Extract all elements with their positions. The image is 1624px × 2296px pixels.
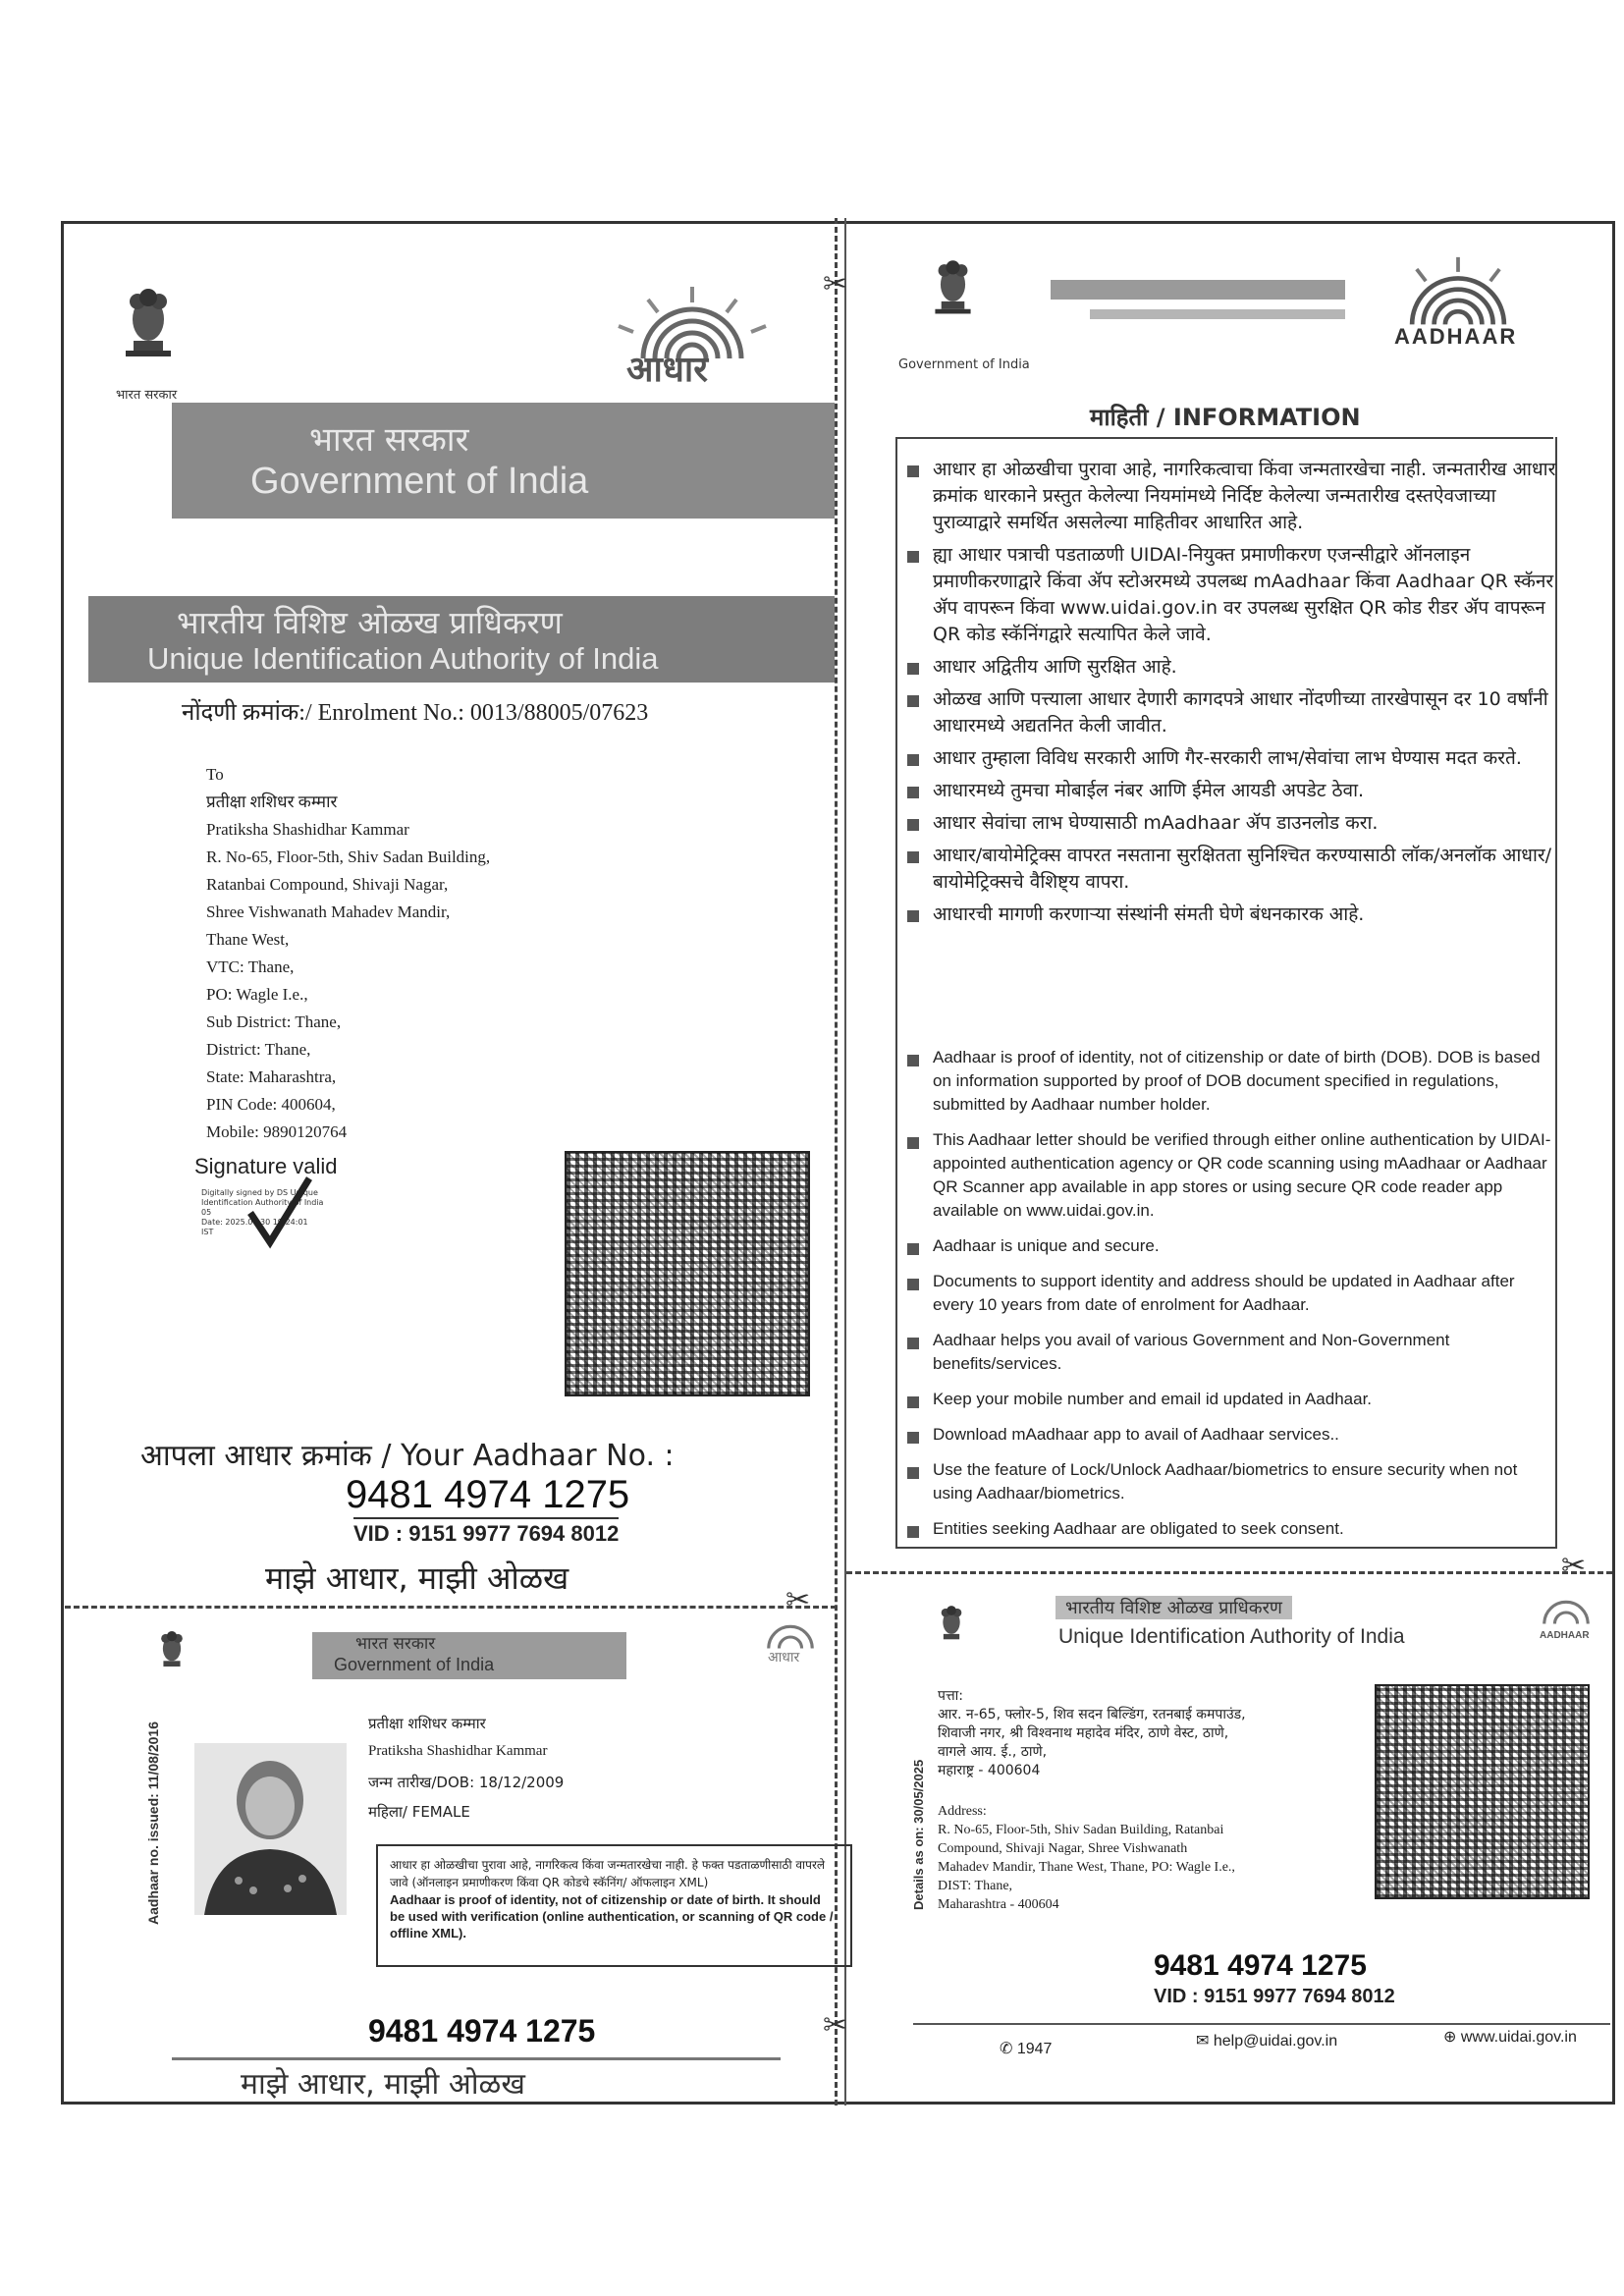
slogan: माझे आधार, माझी ओळख <box>265 1559 569 1597</box>
issued-date-vertical: Aadhaar no. issued: 11/08/2016 <box>145 1722 161 1925</box>
government-english: Government of India <box>250 461 589 502</box>
card-government-band <box>312 1632 626 1679</box>
details-date-vertical: Details as on: 30/05/2025 <box>911 1759 926 1910</box>
list-item: आधारमध्ये तुमचा मोबाईल नंबर आणि ईमेल आयडी अपडेट ठेवा. <box>903 778 1556 804</box>
mail-icon: ✉ <box>1196 2033 1210 2050</box>
address-line: प्रतीक्षा शशिधर कम्मार <box>206 793 338 811</box>
address-line: PIN Code: 400604, <box>206 1095 336 1114</box>
scissors-icon: ✂ <box>823 267 848 301</box>
back-uidai-marathi: भारतीय विशिष्ट ओळख प्राधिकरण <box>1056 1596 1292 1619</box>
checkmark-icon <box>245 1174 314 1256</box>
back-vid-number: VID : 9151 9977 7694 8012 <box>1154 1986 1395 2007</box>
card-name-english: Pratiksha Shashidhar Kammar <box>368 1743 548 1759</box>
card-aadhaar-number: 9481 4974 1275 <box>368 2013 596 2049</box>
scissors-icon: ✂ <box>1561 1549 1587 1583</box>
vertical-divider <box>844 218 846 2105</box>
card-note-box <box>376 1844 852 1967</box>
decorative-bar <box>1090 309 1345 319</box>
address-line: VTC: Thane, <box>206 957 295 976</box>
your-aadhaar-label: आपला आधार क्रमांक / Your Aadhaar No. : <box>140 1439 675 1473</box>
card-gender: महिला/ FEMALE <box>368 1803 470 1821</box>
back-qr-code <box>1375 1684 1590 1899</box>
marathi-info-list <box>903 457 1556 934</box>
address-line: To <box>206 765 224 784</box>
scissors-icon: ✂ <box>785 1583 811 1617</box>
note-marathi: आधार हा ओळखीचा पुरावा आहे, नागरिकत्व किंवा जन्मतारखेचा नाही. हे फक्त पडताळणीसाठी वापरले जावे (ऑनलाइन प्रमाणीकरण किंवा QR कोडचे स्कॅनिंग/ ऑफलाइन XML) <box>390 1858 826 1889</box>
back-footer-divider <box>913 2023 1610 2025</box>
list-item: आधार तुम्हाला विविध सरकारी आणि गैर-सरकारी लाभ/सेवांचा लाभ घेण्यास मदत करते. <box>903 745 1556 772</box>
aadhaar-logo-icon <box>1375 255 1542 329</box>
back-address-english: Address: R. No-65, Floor-5th, Shiv Sadan Building, Ratanbai Compound, Shivaji Nagar, Shree Vishwanath Mahadev Mandir, Thane West, Thane, PO: Wagle I.e., DIST: Thane, Maharashtra - 400604 <box>938 1804 1235 1912</box>
list-item: Aadhaar helps you avail of various Government and Non-Government benefits/services. <box>903 1329 1556 1376</box>
address-line: Sub District: Thane, <box>206 1012 342 1031</box>
list-item: Use the feature of Lock/Unlock Aadhaar/biometrics to ensure security when not using Aadhaar/biometrics. <box>903 1458 1556 1505</box>
aadhaar-logo-text: AADHAAR <box>1540 1630 1590 1641</box>
uidai-band <box>88 596 835 683</box>
helpline <box>1000 2039 1052 2058</box>
info-heading: माहिती / INFORMATION <box>1090 404 1361 431</box>
list-item: आधार अद्वितीय आणि सुरक्षित आहे. <box>903 654 1556 681</box>
uidai-english: Unique Identification Authority of India <box>147 641 659 676</box>
card-dob: जन्म तारीख/DOB: 18/12/2009 <box>368 1774 565 1791</box>
list-item: आधार/बायोमेट्रिक्स वापरत नसताना सुरक्षितता सुनिश्चित करण्यासाठी लॉक/अनलॉक आधार/बायोमेट्रिक्सचे वैशिष्ट्य वापरा. <box>903 843 1556 896</box>
address-line: R. No-65, Floor-5th, Shiv Sadan Building, <box>206 847 491 866</box>
address-line: Ratanbai Compound, Shivaji Nagar, <box>206 875 449 894</box>
card-divider <box>172 2057 781 2060</box>
list-item: आधार हा ओळखीचा पुरावा आहे, नागरिकत्वाचा किंवा जन्मतारखेचा नाही. जन्मतारीख आधार क्रमांक धारकाने प्रस्तुत केलेल्या नियमांमध्ये निर्दिष्ट केलेल्या जन्मतारीख दस्तऐवजाच्या पुराव्याद्वारे समर्थित असलेल्या माहितीवर आधारित आहे. <box>903 457 1556 536</box>
helpline-number: 1947 <box>1016 2041 1053 2057</box>
enrolment-number: नोंदणी क्रमांक:/ Enrolment No.: 0013/88005/07623 <box>182 700 649 726</box>
help-email-text: help@uidai.gov.in <box>1213 2033 1338 2050</box>
card-name-marathi: प्रतीक्षा शशिधर कम्मार <box>368 1715 486 1732</box>
list-item: Download mAadhaar app to avail of Aadhaar services.. <box>903 1423 1556 1447</box>
scissors-icon: ✂ <box>823 2008 848 2043</box>
address-line: Shree Vishwanath Mahadev Mandir, <box>206 902 451 921</box>
aadhaar-logo-text: आधार <box>768 1650 800 1666</box>
horizontal-cut-line-left <box>65 1606 837 1609</box>
list-item: ह्या आधार पत्राची पडताळणी UIDAI-नियुक्त प्रमाणीकरण एजन्सीद्वारे ऑनलाइन प्रमाणीकरणाद्वारे किंवा ॲप स्टोअरमध्ये उपलब्ध mAadhaar किंवा Aadhaar QR स्कॅनर ॲप वापरून किंवा www.uidai.gov.in वर उपलब्ध सुरक्षित QR कोड रीडर ॲप वापरून QR कोड स्कॅनिंगद्वारे सत्यापित केले जावे. <box>903 542 1556 648</box>
phone-icon: ✆ <box>1000 2041 1013 2057</box>
signature-status: Signature valid <box>194 1154 338 1178</box>
national-emblem-icon <box>933 1601 970 1652</box>
address-line: State: Maharashtra, <box>206 1067 337 1086</box>
aadhaar-logo-text: आधार <box>626 350 708 390</box>
list-item: Entities seeking Aadhaar are obligated to seek consent. <box>903 1517 1556 1541</box>
list-item: Keep your mobile number and email id updated in Aadhaar. <box>903 1388 1556 1411</box>
cardholder-photo <box>194 1743 347 1915</box>
aadhaar-number: 9481 4974 1275 <box>346 1473 630 1516</box>
vertical-cut-line <box>835 218 838 2105</box>
back-aadhaar-number: 9481 4974 1275 <box>1154 1949 1367 1982</box>
horizontal-cut-line-right <box>846 1571 1612 1574</box>
emblem-caption: भारत सरकार <box>116 388 178 403</box>
address-line: District: Thane, <box>206 1040 311 1059</box>
address-line: Mobile: 9890120764 <box>206 1122 348 1141</box>
uidai-marathi: भारतीय विशिष्ट ओळख प्राधिकरण <box>177 604 563 641</box>
decorative-bar <box>1051 280 1345 300</box>
address-line: PO: Wagle I.e., <box>206 985 308 1004</box>
website-text: www.uidai.gov.in <box>1460 2029 1577 2046</box>
qr-code <box>565 1151 810 1396</box>
address-line: Pratiksha Shashidhar Kammar <box>206 820 409 839</box>
address-line: Thane West, <box>206 930 290 949</box>
aadhaar-logo-icon <box>751 1615 830 1651</box>
vid-number: VID : 9151 9977 7694 8012 <box>353 1517 619 1547</box>
english-info-list <box>903 1046 1556 1553</box>
note-english: Aadhaar is proof of identity, not of citizenship or date of birth. It should be used with verification (online authentication, or scanning of QR code / offline XML). <box>390 1892 834 1941</box>
aadhaar-logo-icon <box>1527 1591 1605 1626</box>
list-item: Aadhaar is proof of identity, not of citizenship or date of birth (DOB). DOB is based on information supported by proof of DOB document specified in regulations, submitted by Aadhaar number holder. <box>903 1046 1556 1117</box>
list-item: Aadhaar is unique and secure. <box>903 1234 1556 1258</box>
list-item: This Aadhaar letter should be verified through either online authentication by UIDAI-appointed authentication agency or QR code scanning using mAadhaar or Aadhaar QR Scanner app available in app stores or using secure QR code reader app available on www.uidai.gov.in. <box>903 1128 1556 1223</box>
national-emblem-icon <box>114 280 183 373</box>
government-english: Government of India <box>334 1655 495 1674</box>
back-address-marathi: पत्ता: आर. न-65, फ्लोर-5, शिव सदन बिल्डिंग, रतनबाई कमपाउंड, शिवाजी नगर, श्री विश्वनाथ महादेव मंदिर, ठाणे वेस्ट, ठाणे, वागले आय. ई., ठाणे, महाराष्ट्र - 400604 <box>938 1688 1246 1778</box>
help-email <box>1196 2031 1337 2050</box>
back-uidai-english: Unique Identification Authority of India <box>1058 1625 1405 1648</box>
list-item: आधार सेवांचा लाभ घेण्यासाठी mAadhaar ॲप डाउनलोड करा. <box>903 810 1556 837</box>
card-slogan: माझे आधार, माझी ओळख <box>241 2067 525 2102</box>
list-item: Documents to support identity and address should be updated in Aadhaar after every 10 years from date of enrolment for Aadhaar. <box>903 1270 1556 1317</box>
government-hindi: भारत सरकार <box>355 1634 436 1654</box>
government-caption: Government of India <box>898 357 1030 372</box>
list-item: आधारची मागणी करणाऱ्या संस्थांनी संमती घेणे बंधनकारक आहे. <box>903 902 1556 928</box>
signature-details: Digitally signed by DS Unique Identification Authority of India 05 Date: 2025.06.30 19:24:01 IST <box>201 1188 324 1236</box>
government-hindi: भारत सरकार <box>309 420 469 460</box>
national-emblem-icon <box>926 253 980 327</box>
recipient-address <box>206 761 490 1146</box>
website <box>1443 2027 1577 2047</box>
national-emblem-icon <box>152 1625 191 1680</box>
aadhaar-logo-text: AADHAAR <box>1394 324 1518 349</box>
globe-icon: ⊕ <box>1443 2029 1457 2046</box>
government-band <box>172 403 835 519</box>
info-box-top <box>895 437 1553 439</box>
list-item: ओळख आणि पत्त्याला आधार देणारी कागदपत्रे आधार नोंदणीच्या तारखेपासून दर 10 वर्षांनी आधारमध्ये अद्यतनित केली जावीत. <box>903 686 1556 739</box>
